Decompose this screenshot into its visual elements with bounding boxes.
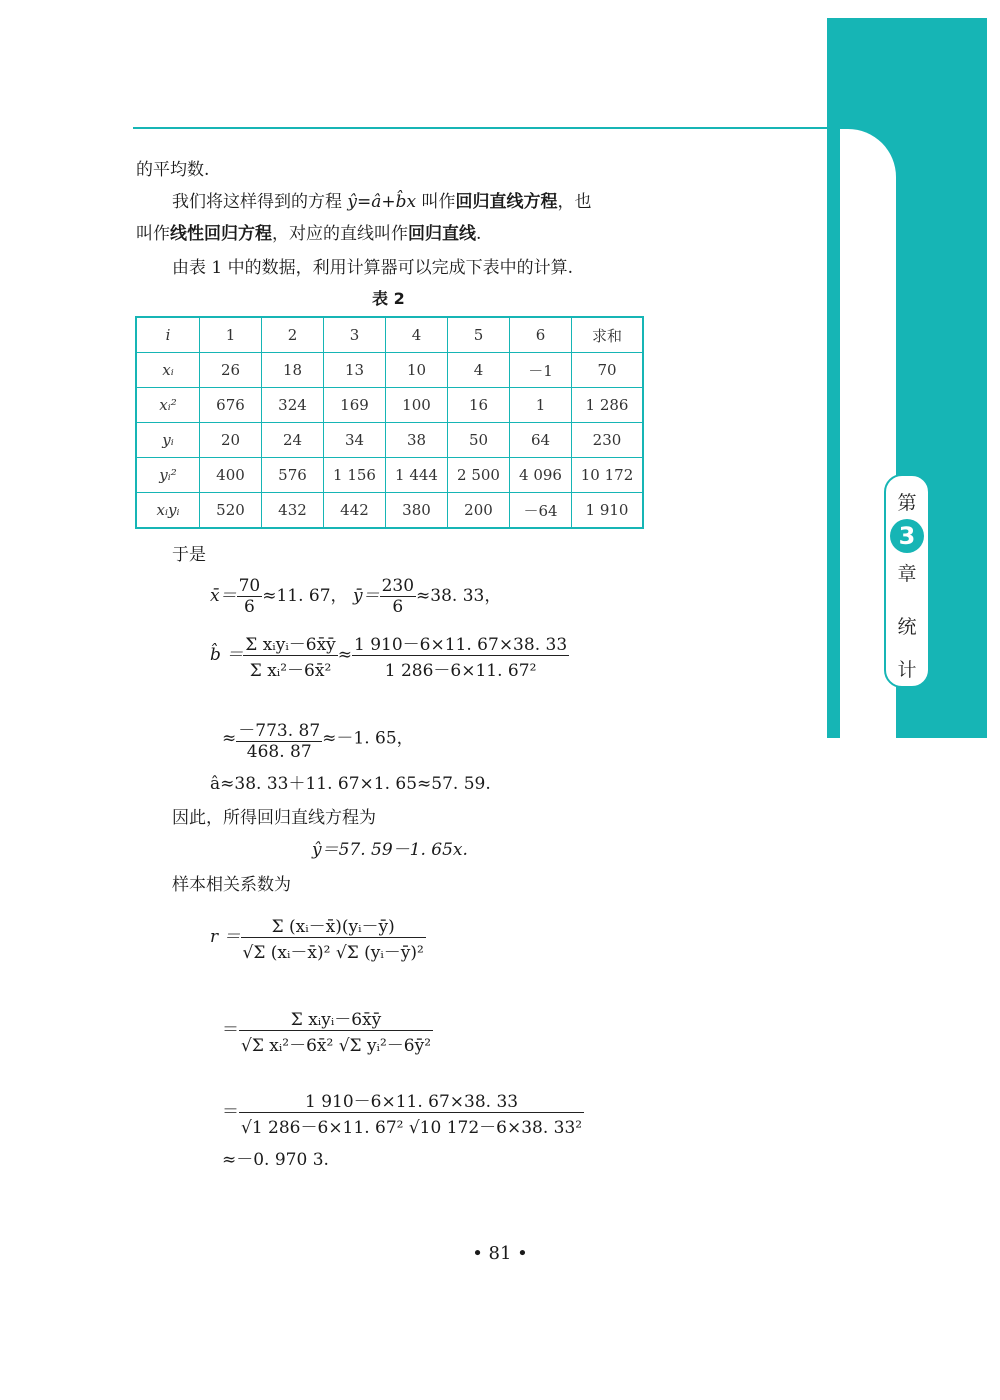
b-lhs: b̂ ＝: [210, 645, 244, 665]
table-cell: 50: [448, 423, 510, 458]
table-cell: 13: [324, 353, 386, 388]
frac-num: 70: [238, 576, 261, 596]
row-label: xᵢyᵢ: [136, 493, 200, 529]
text-yinci: 因此，所得回归直线方程为: [172, 808, 376, 828]
text-line-3: [136, 219, 481, 244]
text-yushi: 于是: [172, 545, 206, 565]
table-cell: 34: [324, 423, 386, 458]
r-equation-3: [222, 1087, 584, 1138]
table-header-cell: 2: [262, 317, 324, 353]
equals-sign: ＝: [222, 1020, 239, 1040]
text-span: 叫作: [136, 224, 170, 244]
table-cell: 70: [572, 353, 644, 388]
term-bold: 回归直线方程: [455, 192, 558, 212]
term-bold: 线性回归方程: [170, 224, 272, 244]
frac-den: 6: [392, 597, 404, 617]
xbar-fraction: [237, 576, 263, 617]
text-yangben: 样本相关系数为: [172, 875, 291, 895]
table-cell: 2 500: [448, 458, 510, 493]
mean-equations: [210, 576, 501, 617]
frac-num: Σ xᵢyᵢ－6x̄ȳ: [243, 630, 337, 656]
text-span: ，也: [557, 192, 592, 212]
r-fraction-2: [239, 1005, 433, 1056]
frac-den: √Σ xᵢ²－6x̄² √Σ yᵢ²－6ȳ²: [241, 1036, 432, 1056]
r-lhs: r ＝: [210, 927, 241, 947]
row-label: yᵢ²: [136, 458, 200, 493]
approx-sign: ≈: [222, 728, 237, 749]
table-row: [136, 423, 643, 458]
frac-num: 1 910－6×11. 67×38. 33: [239, 1087, 584, 1113]
table-row: [136, 458, 643, 493]
frac-den: √Σ (xᵢ－x̄)² √Σ (yᵢ－ȳ)²: [242, 943, 424, 963]
page-number: • 81 •: [472, 1243, 528, 1264]
table-cell: 4 096: [510, 458, 572, 493]
table-header-cell: 求和: [572, 317, 644, 353]
table-cell: 10: [386, 353, 448, 388]
table-header-cell: i: [136, 317, 200, 353]
b-result-fraction: [236, 716, 322, 762]
table-cell: 380: [386, 493, 448, 529]
chapter-di: 第: [897, 492, 917, 514]
table-cell: 169: [324, 388, 386, 423]
text-line-2: [172, 187, 592, 212]
r-result: ≈－0. 970 3.: [222, 1150, 329, 1170]
table-cell: 1 910: [572, 493, 644, 529]
chapter-title-1: 统: [897, 616, 917, 638]
r-equation-1: [210, 912, 426, 963]
table-cell: 230: [572, 423, 644, 458]
table-cell: 38: [386, 423, 448, 458]
b-numeric-fraction: [352, 630, 569, 681]
table-header-cell: 3: [324, 317, 386, 353]
table-cell: 432: [262, 493, 324, 529]
frac-num: 1 910－6×11. 67×38. 33: [352, 630, 569, 656]
data-table: [135, 316, 644, 529]
chapter-tab: [884, 474, 930, 688]
frac-num: Σ (xᵢ－x̄)(yᵢ－ȳ): [241, 912, 426, 938]
equals-sign: ＝: [222, 1102, 239, 1122]
table-cell: －64: [510, 493, 572, 529]
table-header-cell: 4: [386, 317, 448, 353]
r-fraction-1: [241, 912, 426, 963]
r-equation-2: [222, 1005, 433, 1056]
table-row: [136, 493, 643, 529]
text-line-4: 由表 1 中的数据，利用计算器可以完成下表中的计算.: [172, 258, 574, 278]
table-cell: 400: [200, 458, 262, 493]
b-equation: [210, 630, 569, 681]
frac-den: 468. 87: [246, 742, 312, 762]
r-fraction-3: [239, 1087, 584, 1138]
b-value: ≈－1. 65，: [322, 728, 414, 749]
frac-den: 6: [244, 597, 255, 617]
frac-num: －773. 87: [236, 716, 322, 742]
table-row: [136, 353, 643, 388]
regression-equation-inline: ŷ=â+b̂x: [347, 192, 417, 212]
table-cell: 26: [200, 353, 262, 388]
frac-num: Σ xᵢyᵢ－6x̄ȳ: [239, 1005, 433, 1031]
text-span: .: [476, 224, 482, 244]
table-cell: 442: [324, 493, 386, 529]
table-cell: 576: [262, 458, 324, 493]
text-line-1: 的平均数.: [136, 160, 210, 180]
b-symbolic-fraction: [243, 630, 337, 681]
table-cell: －1: [510, 353, 572, 388]
text-span: 叫作: [421, 192, 456, 212]
chapter-zhang: 章: [897, 563, 917, 585]
row-label: yᵢ: [136, 423, 200, 458]
ybar-value: ≈38. 33，: [416, 586, 502, 606]
table-header-row: [136, 317, 643, 353]
table-header-cell: 1: [200, 317, 262, 353]
table-cell: 1 286: [572, 388, 644, 423]
frac-den: Σ xᵢ²－6x̄²: [249, 661, 332, 681]
text-span: 我们将这样得到的方程: [172, 192, 342, 212]
chapter-number: 3: [890, 519, 924, 553]
table-cell: 10 172: [572, 458, 644, 493]
row-label: xᵢ: [136, 353, 200, 388]
table-caption: 表 2: [372, 289, 405, 308]
table-cell: 20: [200, 423, 262, 458]
b-result: [222, 716, 414, 762]
approx-sign: ≈: [337, 645, 353, 665]
table-cell: 100: [386, 388, 448, 423]
xbar-lhs: x̄＝: [210, 586, 237, 606]
term-bold: 回归直线: [408, 224, 476, 244]
table-cell: 16: [448, 388, 510, 423]
table-cell: 520: [200, 493, 262, 529]
frac-den: √1 286－6×11. 67² √10 172－6×38. 33²: [241, 1118, 583, 1138]
regression-equation: ŷ＝57. 59－1. 65x.: [312, 840, 468, 860]
table-cell: 24: [262, 423, 324, 458]
header-rule: [133, 127, 833, 129]
table-header-cell: 5: [448, 317, 510, 353]
chapter-title-2: 计: [897, 659, 917, 681]
frac-den: 1 286－6×11. 67²: [384, 661, 537, 681]
table-cell: 200: [448, 493, 510, 529]
table-header-cell: 6: [510, 317, 572, 353]
table-cell: 1: [510, 388, 572, 423]
table-cell: 64: [510, 423, 572, 458]
frac-num: 230: [381, 576, 415, 596]
table-row: [136, 388, 643, 423]
row-label: xᵢ²: [136, 388, 200, 423]
text-span: ，对应的直线叫作: [272, 224, 408, 244]
ybar-lhs: ȳ＝: [352, 586, 380, 606]
table-cell: 324: [262, 388, 324, 423]
table-cell: 1 444: [386, 458, 448, 493]
table-cell: 18: [262, 353, 324, 388]
a-equation: â≈38. 33＋11. 67×1. 65≈57. 59.: [210, 774, 491, 794]
ybar-fraction: [380, 576, 416, 617]
table-cell: 676: [200, 388, 262, 423]
table-cell: 4: [448, 353, 510, 388]
table-cell: 1 156: [324, 458, 386, 493]
xbar-value: ≈11. 67，: [262, 586, 348, 606]
